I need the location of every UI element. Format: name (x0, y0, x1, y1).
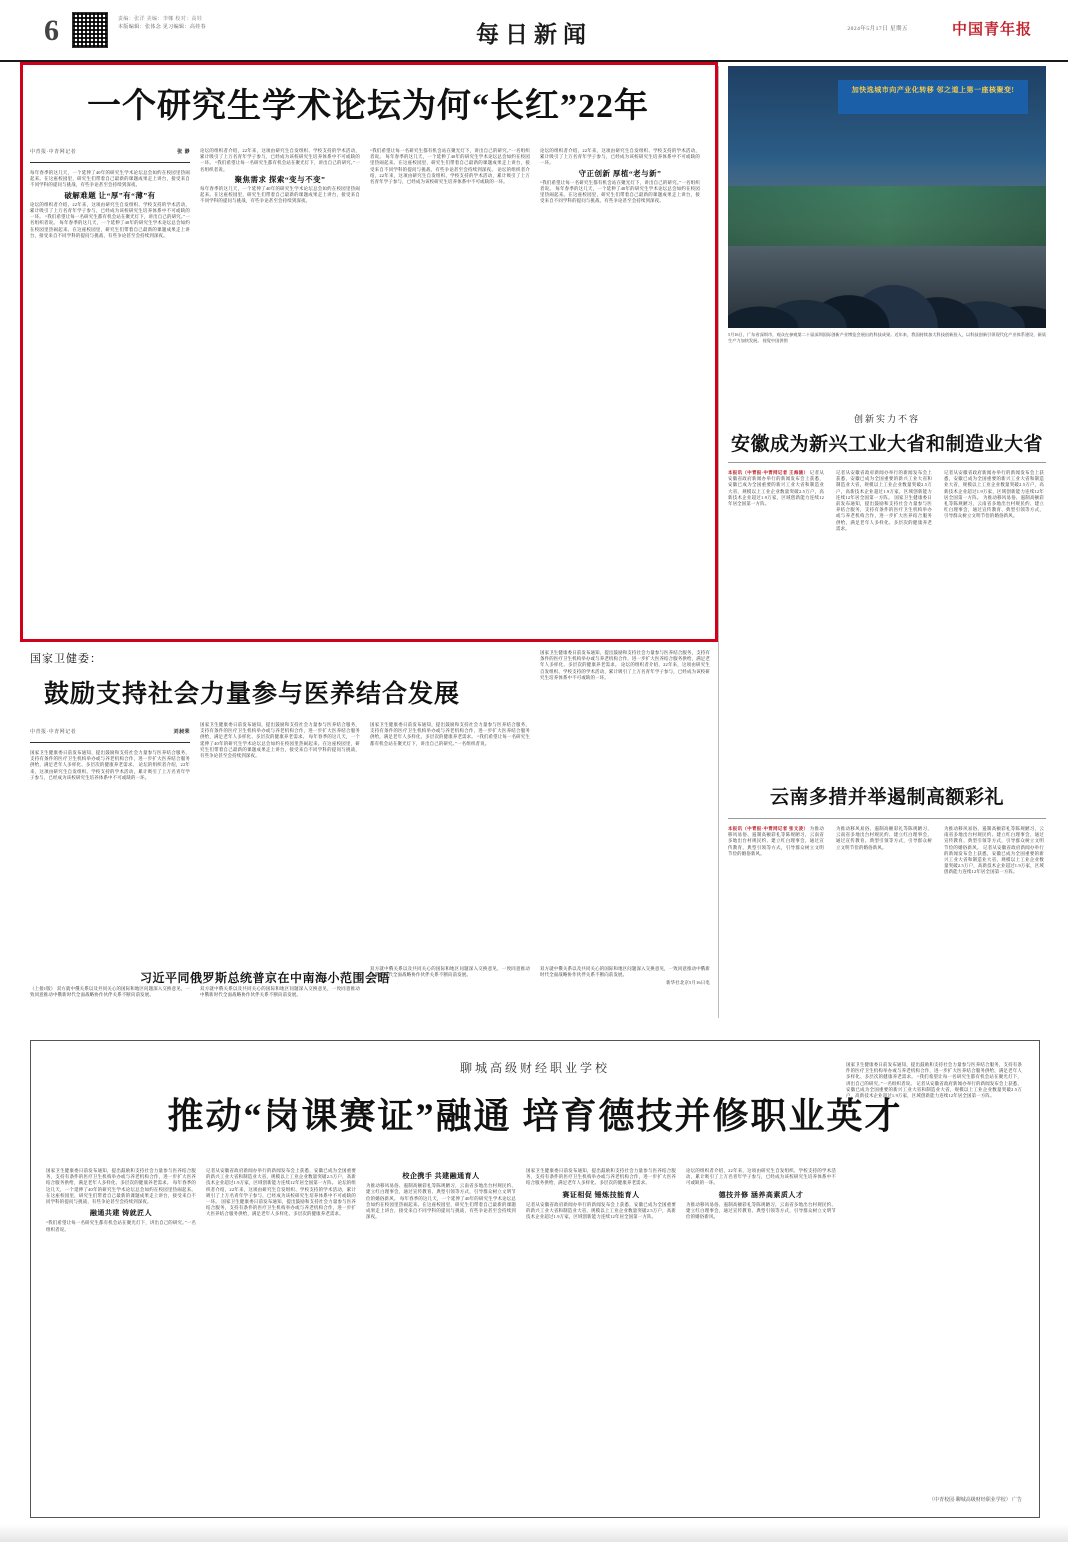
anhui-body-3b: 为推动移风易俗、遏制高额彩礼等陈规陋习，云南省多地出台村规民约、建立红白理事会，通过宣传教育、典型引领等方式，引导群众树立文明节俭的婚俗新风。 (944, 494, 1044, 519)
health-body-2: 国家卫生健康委日前发布通知，提出鼓励和支持社会力量参与医养结合服务，支持有条件的医疗卫生机构举办或与养老机构合作，进一步扩大医养结合服务供给，满足老年人多样化、多层次的健康养老需求。 (200, 722, 360, 740)
yunnan-body-2: 为推动移风易俗、遏制高额彩礼等陈规陋习，云南省多地出台村规民约、建立红白理事会，通过宣传教育、典型引领等方式，引导群众树立文明节俭的婚俗新风。 (836, 826, 932, 850)
anhui-body-2: 记者从安徽省政府新闻办举行的新闻发布会上获悉，安徽已成为全国重要的新兴工业大省和制造业大省，规模以上工业企业数量突破2.5万户，高新技术企业超过1.9万家，区域创新能力连续12年居全国第一方阵。 (836, 470, 932, 500)
masthead-date: 2024年5月17日 星期五 (847, 26, 908, 32)
ad-body-5b: 为推动移风易俗、遏制高额彩礼等陈规陋习，云南省多地出台村规民约、建立红白理事会，通过宣传教育、典型引领等方式，引导群众树立文明节俭的婚俗新风。 (686, 1201, 836, 1220)
yunnan-headline: 云南多措并举遏制高额彩礼 (769, 787, 1004, 808)
anhui-col-1 (728, 470, 824, 770)
ad-body-1: 国家卫生健康委日前发布通知，提出鼓励和支持社会力量参与医养结合服务，支持有条件的医疗卫生机构举办或与养老机构合作，进一步扩大医养结合服务供给，满足老年人多样化、多层次的健康养老需求。 (46, 1168, 196, 1186)
advertorial-subhead-4: 德技并修 涵养高素质人才 (718, 1190, 804, 1199)
ad-body-3b: 每年春季的这几天，一个延伸了40年的研究生学术论坛总会如约在校园里热闹起来。在这座校园里，研究生们带着自己最新的课题成果走上讲台，接受来自不同学科的提问与挑战，有些争论甚至会持续到深夜。 (366, 1195, 516, 1220)
xi-body-1: 双方就中俄关系以及共同关心的国际和地区问题深入交换意见，一致同意推动中俄新时代全面战略协作伙伴关系不断向前发展。 (30, 986, 190, 998)
lead-para-4: 每年春季的这几天，一个延伸了40年的研究生学术论坛总会如约在校园里热闹起来。在这座校园里，研究生们带着自己最新的课题成果走上讲台，接受来自不同学科的提问与挑战，有些争论甚至会持续到深夜。 (30, 220, 190, 238)
health-col-2 (200, 722, 360, 960)
xi-body-3: 双方就中俄关系以及共同关心的国际和地区问题深入交换意见，一致同意推动中俄新时代全面战略协作伙伴关系不断向前发展。 (370, 966, 530, 978)
xi-col-2 (200, 986, 360, 1026)
health-headline: 鼓励支持社会力量参与医养结合发展 (44, 681, 461, 708)
yunnan-body-3b: 记者从安徽省政府新闻办举行的新闻发布会上获悉，安徽已成为全国重要的新兴工业大省和制造业大省，规模以上工业企业数量突破2.5万户，高新技术企业超过1.9万家，区域创新能力连续12年居全国第一方阵。 (944, 844, 1044, 875)
byline-author: 张 渺 (177, 150, 190, 155)
ad-body-6: 国家卫生健康委日前发布通知，提出鼓励和支持社会力量参与医养结合服务，支持有条件的医疗卫生机构举办或与养老机构合作，进一步扩大医养结合服务供给，满足老年人多样化、多层次的健康养老需求。 (846, 1062, 1022, 1080)
xi-source: （上接1版） (30, 986, 56, 991)
anhui-rule (728, 462, 1046, 463)
advertorial-signature: （中青校园·聊城高级财经职业学校） 广告 (929, 1498, 1022, 1503)
anhui-kicker: 创新实力不容 (853, 414, 920, 424)
masthead (0, 0, 1068, 62)
xi-headline: 习近平同俄罗斯总统普京在中南海小范围会晤 (139, 971, 390, 985)
ad-body-2: 记者从安徽省政府新闻办举行的新闻发布会上获悉，安徽已成为全国重要的新兴工业大省和制造业大省，规模以上工业企业数量突破2.5万户，高新技术企业超过1.9万家，区域创新能力连续12年居全国第一方阵。 (206, 1168, 356, 1186)
lead-col2-para-3: 每年春季的这几天，一个延伸了40年的研究生学术论坛总会如约在校园里热闹起来。在这座校园里，研究生们带着自己最新的课题成果走上讲台，接受来自不同学科的提问与挑战，有些争论甚至会持续到深夜。 (200, 186, 360, 204)
lead-subhead-1: 破解难题 让“厚”有“薄”有 (64, 190, 156, 200)
yunnan-rule (728, 818, 1046, 819)
lead-col-3 (370, 148, 530, 630)
ad-body-4b: 记者从安徽省政府新闻办举行的新闻发布会上获悉，安徽已成为全国重要的新兴工业大省和制造业大省，规模以上工业企业数量突破2.5万户，高新技术企业超过1.9万家，区域创新能力连续12年居全国第一方阵。 (526, 1201, 676, 1220)
masthead-title: 每日新闻 (476, 22, 592, 47)
lead-col-4 (540, 148, 700, 630)
ad-body-6c: 记者从安徽省政府新闻办举行的新闻发布会上获悉，安徽已成为全国重要的新兴工业大省和制造业大省，规模以上工业企业数量突破2.5万户，高新技术企业超过1.9万家，区域创新能力连续12年居全国第一方阵。 (846, 1080, 1022, 1099)
health-byline (30, 728, 190, 735)
newspaper-logo: 中国青年报 (951, 22, 1032, 38)
photo-caption: 5月16日，广东省深圳市，观众在参观第二十届深圳国际创新产业博览会展出的科技成果。近年来，我国持续加大科技创新投入，以科技创新引领现代化产业体系建设，新质生产力加快发展。 视觉中国供图 (728, 332, 1046, 343)
page-number: 6 (44, 14, 59, 47)
advertorial-col-5 (686, 1168, 836, 1458)
advertorial-school: 聊城高级财经职业学校 (459, 1061, 610, 1075)
health-byline-rule (30, 742, 190, 743)
advertorial-col-6 (846, 1062, 1022, 1462)
anhui-body-1: 记者从安徽省政府新闻办举行的新闻发布会上获悉，安徽已成为全国重要的新兴工业大省和制造业大省，规模以上工业企业数量突破2.5万户，高新技术企业超过1.9万家，区域创新能力连续12年居全国第一方阵。 (728, 470, 824, 507)
lead-para-2: 论坛的组织者介绍，22年来，这项由研究生自发组织、学校支持的学术活动，累计吸引了上万名青年学子参与，已经成为该校研究生培养体系中不可或缺的一环。 (30, 201, 190, 220)
xi-col-3 (370, 966, 530, 1026)
lead-col3-para-2: 每年春季的这几天，一个延伸了40年的研究生学术论坛总会如约在校园里热闹起来。在这座校园里，研究生们带着自己最新的课题成果走上讲台，接受来自不同学科的提问与挑战，有些争论甚至会持续到深夜。 (370, 154, 530, 172)
advertorial-col-1 (46, 1168, 196, 1458)
credits-line-2: 本版编辑：张体念 见习编辑：高娃春 (118, 25, 207, 30)
anhui-col-2 (836, 470, 932, 770)
ad-body-5: 论坛的组织者介绍，22年来，这项由研究生自发组织、学校支持的学术活动，累计吸引了上万名青年学子参与，已经成为该校研究生培养体系中不可或缺的一环。 (686, 1168, 836, 1186)
health-col-4 (540, 650, 710, 960)
lead-col4-para-2: “我们希望让每一名研究生都有机会站在聚光灯下，讲出自己的研究。”一名组织者说。 (540, 179, 700, 192)
lead-col-2 (200, 148, 360, 630)
lead-col2-para-1: 论坛的组织者介绍，22年来，这项由研究生自发组织、学校支持的学术活动，累计吸引了上万名青年学子参与，已经成为该校研究生培养体系中不可或缺的一环。 (200, 148, 360, 166)
ad-body-2b: 论坛的组织者介绍，22年来，这项由研究生自发组织、学校支持的学术活动，累计吸引了上万名青年学子参与，已经成为该校研究生培养体系中不可或缺的一环。 (206, 1180, 356, 1205)
page-shadow (0, 1524, 1068, 1542)
lead-para-1: 每年春季的这几天，一个延伸了40年的研究生学术论坛总会如约在校园里热闹起来。在这座校园里，研究生们带着自己最新的课题成果走上讲台，接受来自不同学科的提问与挑战，有些争论甚至会持续到深夜。 (30, 170, 190, 188)
byline-prefix: 中青报·中青网记者 (30, 150, 77, 155)
ad-body-6b: “我们希望让每一名研究生都有机会站在聚光灯下，讲出自己的研究。”一名组织者说。 (846, 1074, 1022, 1086)
ad-body-1c: “我们希望让每一名研究生都有机会站在聚光灯下，讲出自己的研究。”一名组织者说。 (46, 1220, 196, 1232)
xi-body-2: 双方就中俄关系以及共同关心的国际和地区问题深入交换意见，一致同意推动中俄新时代全面战略协作伙伴关系不断向前发展。 (200, 986, 360, 998)
anhui-lead: 本报讯（中青报·中青网记者 王海涵） (728, 470, 809, 475)
advertorial-col-3 (366, 1168, 516, 1458)
ad-body-4: 国家卫生健康委日前发布通知，提出鼓励和支持社会力量参与医养结合服务，支持有条件的医疗卫生机构举办或与养老机构合作，进一步扩大医养结合服务供给，满足老年人多样化、多层次的健康养老需求。 (526, 1168, 676, 1186)
health-body-4b: 论坛的组织者介绍，22年来，这项由研究生自发组织、学校支持的学术活动，累计吸引了上万名青年学子参与，已经成为该校研究生培养体系中不可或缺的一环。 (540, 662, 710, 680)
lead-subhead-3: 守正创新 厚植“老与新” (578, 168, 662, 178)
lead-subhead-2: 聚焦需求 探索“变与不变” (234, 174, 326, 184)
yunnan-col-2 (836, 826, 932, 1016)
anhui-body-3: 记者从安徽省政府新闻办举行的新闻发布会上获悉，安徽已成为全国重要的新兴工业大省和制造业大省，规模以上工业企业数量突破2.5万户，高新技术企业超过1.9万家，区域创新能力连续12年居全国第一方阵。 (944, 470, 1044, 500)
xi-col-1 (30, 986, 190, 1026)
yunnan-body-3: 为推动移风易俗、遏制高额彩礼等陈规陋习，云南省多地出台村规民约、建立红白理事会，通过宣传教育、典型引领等方式，引导群众树立文明节俭的婚俗新风。 (944, 826, 1044, 850)
health-col-3 (370, 722, 530, 960)
lead-col2-para-2: “我们希望让每一名研究生都有机会站在聚光灯下，讲出自己的研究。”一名组织者说。 (200, 160, 360, 172)
health-kicker: 国家卫健委： (30, 653, 102, 665)
ad-body-1b: 每年春季的这几天，一个延伸了40年的研究生学术论坛总会如约在校园里热闹起来。在这座校园里，研究生们带着自己最新的课题成果走上讲台，接受来自不同学科的提问与挑战，有些争论甚至会持续到深夜。 (46, 1180, 196, 1205)
lead-article-headline: 一个研究生学术论坛为何“长红”22年 (87, 88, 649, 125)
advertorial-title: 推动“岗课赛证”融通 培育德技并修职业英才 (167, 1096, 903, 1136)
anhui-headline: 安徽成为新兴工业大省和制造业大省 (730, 434, 1043, 455)
news-photo (728, 66, 1046, 328)
health-body-2b: 每年春季的这几天，一个延伸了40年的研究生学术论坛总会如约在校园里热闹起来。在这座校园里，研究生们带着自己最新的课题成果走上讲台，接受来自不同学科的提问与挑战，有些争论甚至会持续到深夜。 (200, 734, 360, 759)
advertorial-subhead-3: 赛证相促 锤炼技能育人 (562, 1190, 640, 1199)
advertorial-subhead-2: 校企携手 共建融通育人 (402, 1172, 480, 1180)
xi-col-4 (540, 966, 710, 1026)
lead-col3-para-1: “我们希望让每一名研究生都有机会站在聚光灯下，讲出自己的研究。”一名组织者说。 (370, 148, 530, 160)
lead-col4-para-3: 每年春季的这几天，一个延伸了40年的研究生学术论坛总会如约在校园里热闹起来。在这座校园里，研究生们带着自己最新的课题成果走上讲台，接受来自不同学科的提问与挑战，有些争论甚至会持续到深夜。 (540, 186, 700, 204)
lead-col3-para-3: 论坛的组织者介绍，22年来，这项由研究生自发组织、学校支持的学术活动，累计吸引了上万名青年学子参与，已经成为该校研究生培养体系中不可或缺的一环。 (370, 166, 530, 185)
lead-col-1 (30, 170, 190, 630)
advertorial-col-2 (206, 1168, 356, 1458)
health-byline-prefix: 中青报·中青网记者 (30, 730, 77, 735)
health-byline-author: 刘昶荣 (173, 730, 190, 735)
advertorial-subhead-1: 融通共建 铸就匠人 (89, 1209, 153, 1218)
health-body-1: 国家卫生健康委日前发布通知，提出鼓励和支持社会力量参与医养结合服务，支持有条件的医疗卫生机构举办或与养老机构合作，进一步扩大医养结合服务供给，满足老年人多样化、多层次的健康养老需求。 (30, 750, 190, 768)
photo-banner-text: 加快选城市向产业化转移 邻之道上第一座核聚变! (838, 80, 1028, 114)
article-anhui (728, 412, 1046, 456)
lead-para-3: “我们希望让每一名研究生都有机会站在聚光灯下，讲出自己的研究。”一名组织者说。 (30, 214, 190, 226)
yunnan-body-1: 为推动移风易俗、遏制高额彩礼等陈规陋习，云南省多地出台村规民约、建立红白理事会，通过宣传教育、典型引领等方式，引导群众树立文明节俭的婚俗新风。 (728, 826, 824, 856)
photo-crowd (728, 168, 1046, 328)
health-body-1b: 论坛的组织者介绍，22年来，这项由研究生自发组织、学校支持的学术活动，累计吸引了上万名青年学子参与，已经成为该校研究生培养体系中不可或缺的一环。 (30, 762, 190, 780)
health-body-3: 国家卫生健康委日前发布通知，提出鼓励和支持社会力量参与医养结合服务，支持有条件的医疗卫生机构举办或与养老机构合作，进一步扩大医养结合服务供给，满足老年人多样化、多层次的健康养老需求。 (370, 722, 530, 740)
byline-rule (30, 162, 190, 163)
yunnan-lead: 本报讯（中青报·中青网记者 张文凌） (728, 826, 809, 831)
ad-body-2c: 国家卫生健康委日前发布通知，提出鼓励和支持社会力量参与医养结合服务，支持有条件的医疗卫生机构举办或与养老机构合作，进一步扩大医养结合服务供给，满足老年人多样化、多层次的健康养老需求。 (206, 1199, 356, 1217)
lead-article-byline (30, 148, 190, 155)
health-body-4: 国家卫生健康委日前发布通知，提出鼓励和支持社会力量参与医养结合服务，支持有条件的医疗卫生机构举办或与养老机构合作，进一步扩大医养结合服务供给，满足老年人多样化、多层次的健康养老需求。 (540, 650, 710, 668)
column-divider (718, 66, 719, 1018)
health-body-3b: “我们希望让每一名研究生都有机会站在聚光灯下，讲出自己的研究。”一名组织者说。 (370, 734, 530, 746)
article-yunnan (728, 782, 1046, 809)
yunnan-col-1 (728, 826, 824, 1016)
lead-col4-para-1: 论坛的组织者介绍，22年来，这项由研究生自发组织、学校支持的学术活动，累计吸引了上万名青年学子参与，已经成为该校研究生培养体系中不可或缺的一环。 (540, 148, 700, 166)
health-col-1 (30, 750, 190, 960)
anhui-body-2b: 国家卫生健康委日前发布通知，提出鼓励和支持社会力量参与医养结合服务，支持有条件的医疗卫生机构举办或与养老机构合作，进一步扩大医养结合服务供给，满足老年人多样化、多层次的健康养老需求。 (836, 494, 932, 531)
xi-tail: 新华社北京5月16日电 (666, 980, 710, 986)
anhui-col-3 (944, 470, 1044, 770)
yunnan-col-3 (944, 826, 1044, 1016)
advertorial-col-4 (526, 1168, 676, 1458)
xi-body-4: 双方就中俄关系以及共同关心的国际和地区问题深入交换意见，一致同意推动中俄新时代全面战略协作伙伴关系不断向前发展。 (540, 966, 710, 978)
ad-body-3: 为推动移风易俗、遏制高额彩礼等陈规陋习，云南省多地出台村规民约、建立红白理事会，通过宣传教育、典型引领等方式，引导群众树立文明节俭的婚俗新风。 (366, 1183, 516, 1201)
credits-line-1: 责编：张洋 美编：李娜 校对：高娃 (118, 17, 203, 22)
